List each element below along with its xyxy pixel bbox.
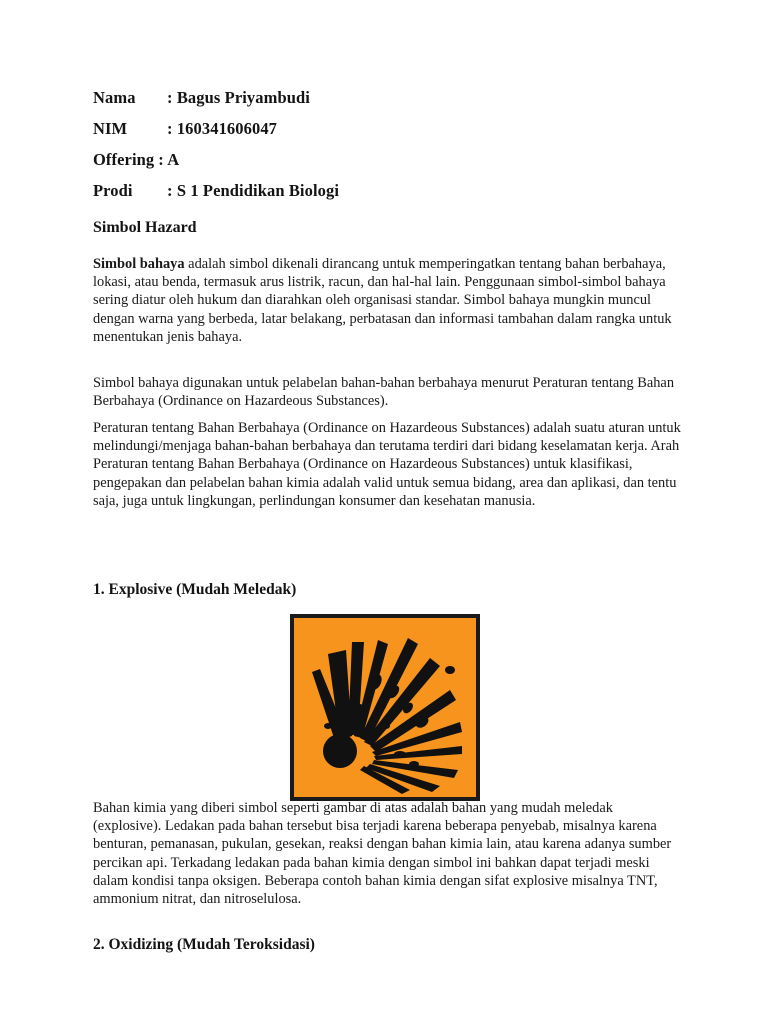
student-nim-value: : 160341606047 bbox=[167, 119, 278, 138]
explosive-description: Bahan kimia yang diberi simbol seperti gambar di atas adalah bahan yang mudah meledak (explosive). Ledakan pada bahan tersebut bisa terjadi karena beberapa penyebab, misalnya karena benturan, pemanasan, pukulan, gesekan, reaksi dengan bahan kimia lain, atau karena adanya sumber percikan api. Terkadang ledakan pada bahan kimia dengan simbol ini bahkan dapat terjadi meski dalam kondisi tanpa oksigen. Beberapa contoh bahan kimia dengan sifat explosive misalnya TNT, ammonium nitrat, dan nitroselulosa. bbox=[93, 800, 672, 908]
intro-paragraph-1-text: adalah simbol dikenali dirancang untuk memperingatkan tentang bahan berbahaya, lokasi, atau benda, termasuk arus listrik, racun, dan hal-hal lain. Penggunaan simbol-simbol bahaya sering diatur oleh hukum dan diarahkan oleh organisasi standar. Simbol bahaya mungkin muncul dengan warna yang berbeda, latar belakang, perbatasan dan informasi tambahan dalam rangka untuk menentukan jenis bahaya. bbox=[93, 256, 672, 345]
explosive-hazard-icon bbox=[290, 614, 480, 801]
section-heading-oxidizing: 2. Oxidizing (Mudah Teroksidasi) bbox=[93, 936, 315, 953]
student-name-value: : Bagus Priyambudi bbox=[167, 88, 310, 107]
intro-bold-term: Simbol bahaya bbox=[93, 256, 185, 272]
student-offering-value: : A bbox=[158, 150, 180, 169]
student-nim-label: NIM bbox=[93, 119, 128, 138]
student-offering-row bbox=[93, 150, 179, 170]
student-prodi-label: Prodi bbox=[93, 181, 133, 200]
section-heading-explosive: 1. Explosive (Mudah Meledak) bbox=[93, 581, 297, 598]
student-nim-row bbox=[93, 119, 277, 139]
student-name-label: Nama bbox=[93, 88, 136, 107]
intro-paragraph-1 bbox=[93, 255, 683, 346]
intro-paragraph-3: Peraturan tentang Bahan Berbahaya (Ordinance on Hazardeous Substances) adalah suatu aturan untuk melindungi/menjaga bahan-bahan berbahaya dan terutama terdiri dari bidang keselamatan kerja. Arah Peraturan tentang Bahan Berbahaya (Ordinance on Hazardeous Substances) untuk klasifikasi, pengepakan dan pelabelan bahan kimia adalah valid untuk semua bidang, area dan aplikasi, dan tentu saja, juga untuk lingkungan, perlindungan konsumer dan kesehatan manusia. bbox=[93, 420, 681, 509]
student-offering-label: Offering bbox=[93, 150, 155, 169]
student-name-row bbox=[93, 88, 310, 108]
student-prodi-value: : S 1 Pendidikan Biologi bbox=[167, 181, 340, 200]
student-prodi-row bbox=[93, 181, 339, 201]
document-title: Simbol Hazard bbox=[93, 219, 197, 236]
intro-paragraph-2: Simbol bahaya digunakan untuk pelabelan bahan-bahan berbahaya menurut Peraturan tentang Bahan Berbahaya (Ordinance on Hazardeous Substances). bbox=[93, 375, 675, 410]
